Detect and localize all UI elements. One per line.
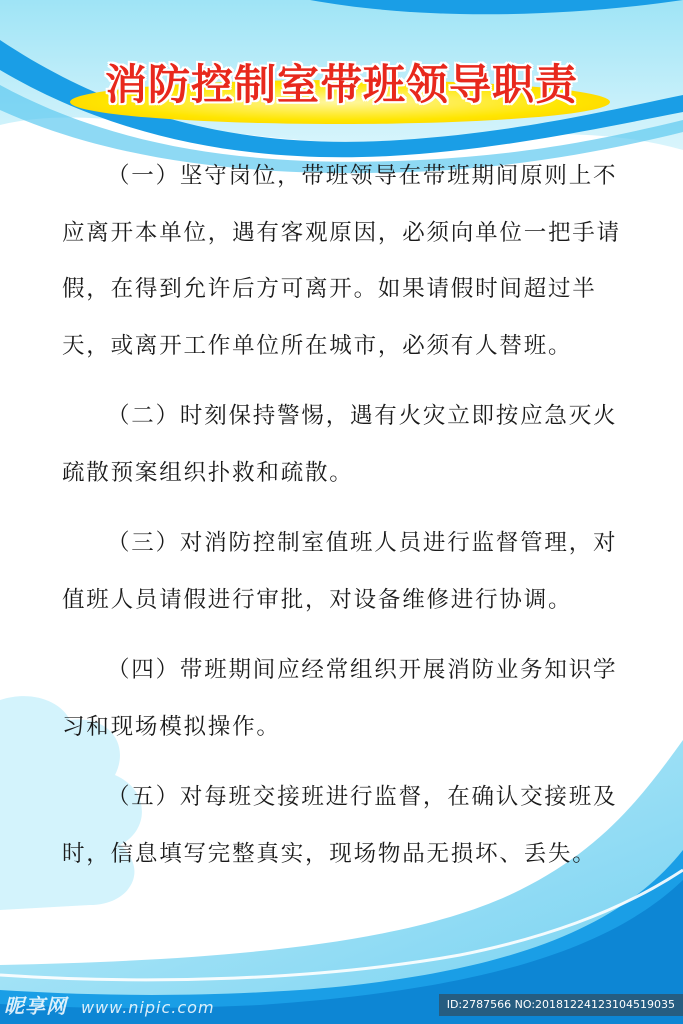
duty-paragraph-5: （五）对每班交接班进行监督，在确认交接班及时，信息填写完整真实，现场物品无损坏、丢失。 — [62, 784, 618, 867]
duty-paragraph-2: （二）时刻保持警惕，遇有火灾立即按应急灭火疏散预案组织扑救和疏散。 — [62, 403, 618, 486]
duty-paragraph-3: （三）对消防控制室值班人员进行监督管理，对值班人员请假进行审批，对设备维修进行协调。 — [62, 530, 618, 613]
page-title: 消防控制室带班领导职责 — [104, 60, 578, 109]
watermark-url: www.nipic.com — [80, 998, 215, 1017]
duties-content — [62, 148, 624, 896]
duty-paragraph-1: （一）坚守岗位，带班领导在带班期间原则上不应离开本单位，遇有客观原因，必须向单位一把手请假，在得到允许后方可离开。如果请假时间超过半天，或离开工作单位所在城市，必须有人替班。 — [62, 163, 621, 359]
duty-paragraph-4: （四）带班期间应经常组织开展消防业务知识学习和现场模拟操作。 — [62, 657, 618, 740]
image-id-tag: ID:2787566 NO:20181224123104519035 — [439, 994, 683, 1016]
title-area — [0, 55, 683, 115]
watermark-brand: 昵享网 — [4, 994, 67, 1018]
watermark — [4, 990, 215, 1019]
